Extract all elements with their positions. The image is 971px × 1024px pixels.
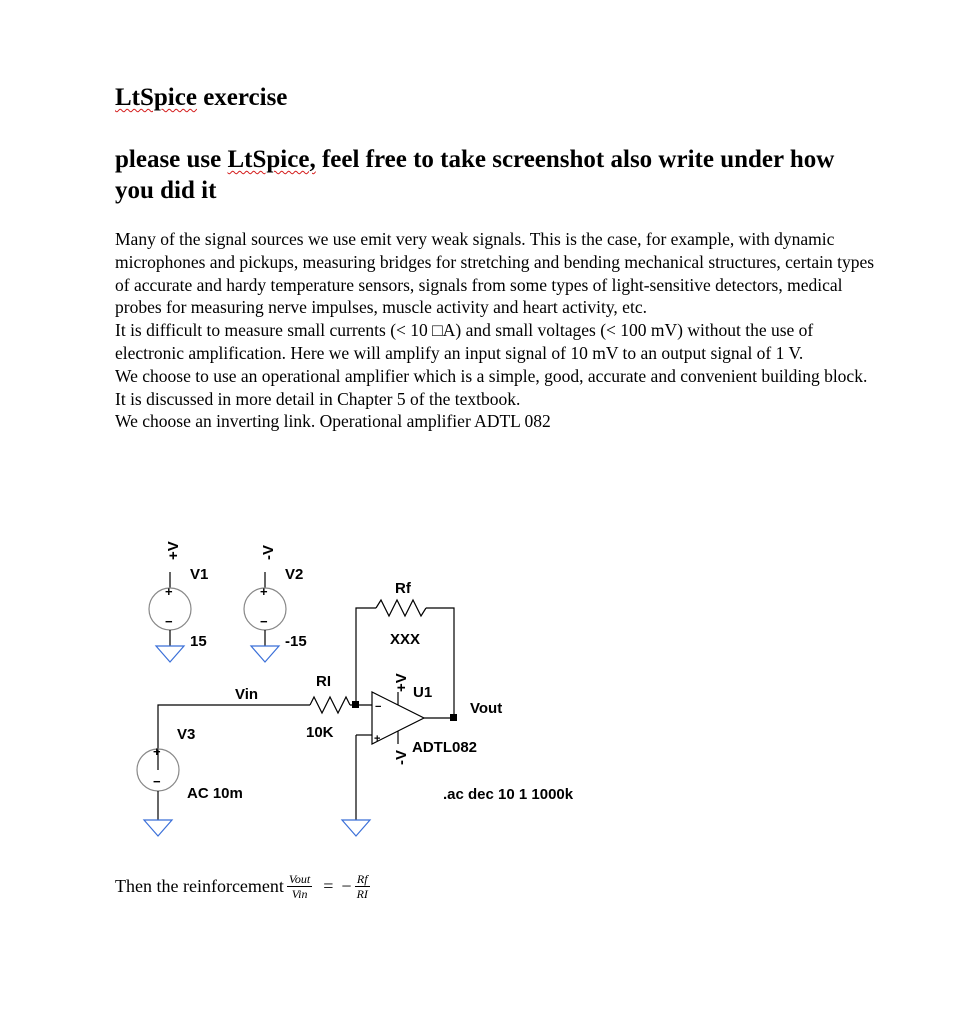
vin-net-label: Vin <box>235 686 259 703</box>
v2-minus-sign: − <box>260 614 268 629</box>
page-subtitle <box>115 144 855 206</box>
negative-sign: − <box>341 876 352 896</box>
ri-value-label: 10K <box>306 724 334 741</box>
body-text <box>115 228 875 433</box>
rf-resistor-symbol <box>376 600 426 616</box>
fraction-numerator-rf: Rf <box>356 872 368 886</box>
title-keyword: LtSpice <box>115 84 197 111</box>
v2-name-label: V2 <box>285 566 304 583</box>
feedback-right-wire <box>426 608 454 718</box>
v1-ground-icon <box>156 646 184 662</box>
u1-model-label: ADTL082 <box>412 739 478 756</box>
inverting-node-dot <box>352 701 359 708</box>
paragraph-4: We choose an inverting link. Operational amplifier ADTL 082 <box>115 411 551 432</box>
subtitle-keyword: LtSpice, <box>227 146 316 173</box>
v3-minus-sign: − <box>153 774 161 789</box>
gain-formula <box>115 872 373 901</box>
vout-net-label: Vout <box>470 700 503 717</box>
title-rest: exercise <box>196 84 288 111</box>
fraction-denominator-vin: Vin <box>291 887 308 901</box>
ri-name-label: RI <box>316 673 331 690</box>
output-node-dot <box>450 714 457 721</box>
paragraph-3: We choose to use an operational amplifier which is a simple, good, accurate and convenient building block. It is discussed in more detail in Chapter 5 of the textbook. <box>115 365 868 409</box>
v2-net-label: -V <box>260 545 277 560</box>
fraction-numerator-vout: Vout <box>288 872 311 886</box>
v1-value-label: 15 <box>190 633 207 650</box>
v3-plus-sign: + <box>153 744 161 759</box>
ri-resistor-symbol <box>310 697 350 713</box>
v3-ground-icon <box>144 820 172 836</box>
v1-net-label: +V <box>165 541 182 560</box>
v2-value-label: -15 <box>285 633 307 650</box>
equals-sign: = <box>323 876 334 896</box>
opamp-noninverting-sign: + <box>374 733 381 745</box>
u1-name-label: U1 <box>413 684 433 701</box>
v1-name-label: V1 <box>190 566 209 583</box>
subtitle-after: feel free to take screenshot also write under how you did it <box>115 146 835 204</box>
rf-name-label: Rf <box>395 580 411 597</box>
subtitle-before: please use <box>115 146 228 173</box>
formula-lead-text: Then the reinforcement <box>115 876 284 896</box>
v1-plus-sign: + <box>165 584 173 599</box>
page-title <box>115 84 287 112</box>
rf-over-ri-fraction <box>355 872 370 901</box>
vout-over-vin-fraction <box>287 872 312 901</box>
fraction-denominator-ri: RI <box>356 887 368 901</box>
v1-minus-sign: − <box>165 614 173 629</box>
v3-name-label: V3 <box>177 726 196 743</box>
rf-value-label: XXX <box>390 631 421 648</box>
paragraph-1: Many of the signal sources we use emit very weak signals. This is the case, for example, with dynamic microphones and pickups, measuring bridges for stretching and bending mechanical structures, certain types of accurate and hardy temperature sensors, signals from some types of light-sensitive detectors, medical probes for measuring nerve impulses, muscle activity and heart activity, etc. <box>115 229 875 318</box>
feedback-left-wire <box>356 608 376 705</box>
opamp-pos-supply-label: +V <box>393 673 410 692</box>
noninv-ground-icon <box>342 820 370 836</box>
v3-value-label: AC 10m <box>187 785 243 802</box>
opamp-neg-supply-label: -V <box>393 750 410 765</box>
v2-ground-icon <box>251 646 279 662</box>
ac-directive-label: .ac dec 10 1 1000k <box>443 786 574 803</box>
circuit-schematic <box>110 520 630 850</box>
v2-plus-sign: + <box>260 584 268 599</box>
paragraph-2: It is difficult to measure small currents (< 10 □A) and small voltages (< 100 mV) without the use of electronic amplification. Here we will amplify an input signal of 10 mV to an output signal of 1 V. <box>115 320 814 363</box>
opamp-inverting-sign: − <box>375 701 382 713</box>
